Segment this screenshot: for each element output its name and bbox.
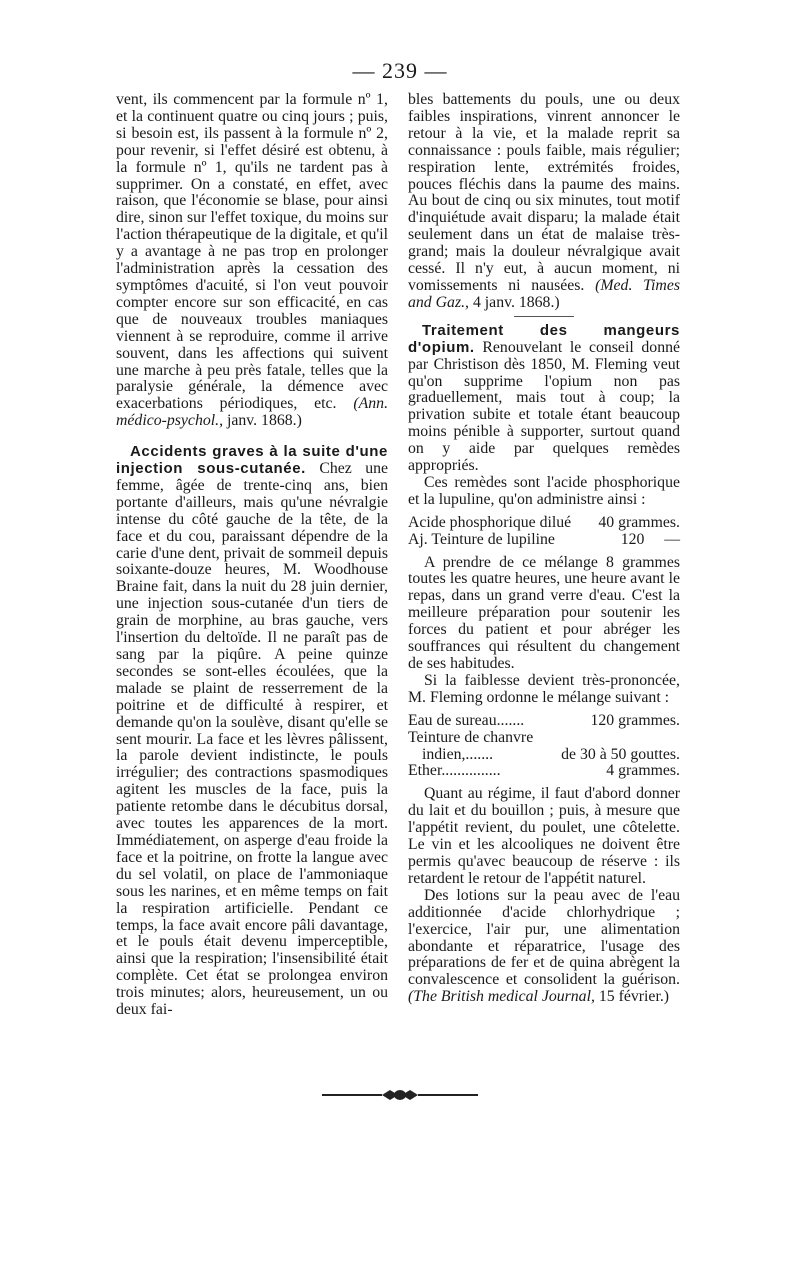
section-heading: Traitement des mangeurs d'opium. xyxy=(408,321,680,356)
section-accidents: Accidents graves à la suite d'une injection sous-cutanée. Chez une femme, âgée de trente-cinq ans, bien portante d'ailleurs, mais qu'une névralgie intense du côté gauche de la tête, de la face et du cou, paraissant dépendre de la carie d'une dent, privait de sommeil depuis soixante-douze heures, M. Woodhouse Braine fait, dans la nuit du 28 juin dernier, une injection sous-cutanée d'un tiers de grain de morphine, au bras gauche, vers l'insertion du deltoïde. Il ne paraît pas de sang par la piqûre. A peine quinze secondes se sont-elles écoulées, que la malade se plaint de resserrement de la poitrine et de difficulté à respirer, et demande qu'on la soulève, disant qu'elle se sent mourir. La face et les lèvres pâlissent, la parole devient indistincte, le pouls irrégulier; des contractions spasmodiques agitent les muscles de la face, puis la patiente retombe dans le décubitus dorsal, avec toutes les apparences de la mort. Immédiatement, on asperge d'eau froide la face et la poitrine, on frotte la langue avec du sel volatil, on place de l'ammoniaque sous les narines, et en même temps on fait la respiration artificielle. Pendant ce temps, la face avait encore pâli davantage, et le pouls était devenu imperceptible, ainsi que la respiration; l'insensibilité était complète. Cet état se prolongea environ trois minutes; alors, heureusement, un ou deux fai- xyxy=(116,443,389,1019)
end-ornament-icon xyxy=(320,1088,480,1102)
citation: (Med. Times and Gaz., xyxy=(408,276,680,311)
prescription-line: Aj. Teinture de lupiline 120 — xyxy=(408,530,680,548)
page-number: — 239 — xyxy=(352,58,448,83)
left-paragraph-1: vent, ils commencent par la formule nº 1, et la continuent quatre ou cinq jours ; puis, si besoin est, ils passent à la formule nº 2, pour revenir, si l'effet désiré est obtenu, à la formule nº 1, qu'ils ne tardent pas à supprimer. On a constaté, en effet, avec raison, que l'économie se blase, pour ainsi dire, sinon sur l'effet toxique, du moins sur l'action thérapeutique de la digitale, et qu'il y a avantage à ne pas trop en prolonger l'administration après la cessation des symptômes d'acuité, si l'on veut pouvoir compter encore sur son efficacité, en cas que de nouveaux troubles maniaques viennent à se reproduire, comme il arrive souvent, dans les affections qui suivent une marche à peu près fatale, telles que la paralysie générale, la démence avec exacerbations périodiques, etc. (Ann. médico-psychol., janv. 1868.) xyxy=(116,91,389,430)
section-opium: Traitement des mangeurs d'opium. Renouvelant le conseil donné par Christison dès 1850, M. Fleming veut qu'on supprime l'opium non pas graduellement, mais tout à coup; la privation subite et totale étant beaucoup moins pénible à supporter, surtout quand on y aide par quelques remèdes appropriés. xyxy=(408,321,680,475)
prescription-line: Acide phosphorique dilué 40 grammes. xyxy=(408,513,680,531)
prescription-line: Teinture de chanvre xyxy=(408,728,534,746)
paragraph: A prendre de ce mélange 8 grammes toutes les quatre heures, une heure avant le repas, dans un grand verre d'eau. C'est la meilleure préparation pour soutenir les forces du patient et pour abréger les souffrances qui résultent du changement de ses habitudes. xyxy=(408,553,680,672)
right-column xyxy=(408,92,680,1006)
paragraph: Si la faiblesse devient très-prononcée, M. Fleming ordonne le mélange suivant : xyxy=(408,671,680,706)
left-column xyxy=(116,92,388,1019)
paragraph: Quant au régime, il faut d'abord donner du lait et du bouillon ; puis, à mesure que l'appétit revient, du poulet, une côtelette. Le vin et les alcooliques ne doivent être permis qu'avec beaucoup de réserve : ils retardent le retour de l'appétit naturel. xyxy=(408,785,680,887)
prescription-line: Ether............... 4 grammes. xyxy=(408,762,680,780)
citation: (The British medical Journal, xyxy=(408,988,595,1006)
paragraph: Ces remèdes sont l'acide phosphorique et la lupuline, qu'on administre ainsi : xyxy=(408,473,680,508)
paragraph-final: Des lotions sur la peau avec de l'eau additionnée d'acide chlorhydrique ; l'exercice, l'air pur, une alimentation abondante et réparatrice, l'usage des préparations de fer et de quina abrègent la convalescence et consolident la guérison. (The British medical Journal, 15 février.) xyxy=(408,886,680,1006)
prescription-line: Eau de sureau....... 120 grammes. xyxy=(408,711,680,729)
citation: (Ann. médico-psychol., xyxy=(116,395,389,430)
prescription-line: indien,....... de 30 à 50 gouttes. xyxy=(422,745,680,763)
section-heading: Accidents graves à la suite d'une injection sous-cutanée. xyxy=(116,443,388,478)
right-paragraph-1: bles battements du pouls, une ou deux faibles inspirations, vinrent annoncer le retour à la vie, et la malade reprit sa connaissance : pouls faible, mais régulier; respiration lente, extrémités froides, pouces fléchis dans la paume des mains. Au bout de cinq ou six minutes, tout motif d'inquiétude avait disparu; la malade était seulement dans un état de malaise très-grand; mais la douleur névralgique avait cessé. Il n'y eut, à aucun moment, ni vomissements ni nausées. (Med. Times and Gaz., 4 janv. 1868.) xyxy=(408,91,680,311)
